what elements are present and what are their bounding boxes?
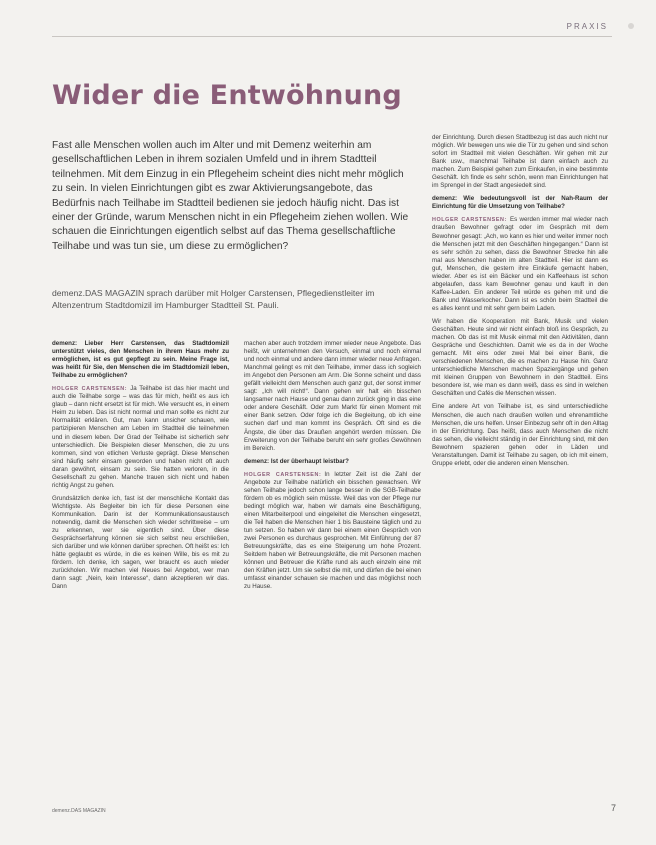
answer-text: Ja Teilhabe ist das hier macht und auch die Teilhabe sorge – was das für mich, heißt es aus ich glaub – dann nicht ersetzt ist für mich. Wie versucht es, in einem Heim zu leben. Das ist nicht normal und man sollte es nicht zur Normalität erklären. Gut, man kann unsicher schauen, wie partizipieren Menschen am Leben im Stadtteil die teilnehmen und in diesem leben. Der Grad der Teilhabe ist sicherlich sehr unterschiedlich. Die Beispielen dieser Menschen, die zu uns kommen, sind von etlichen Verluste geprägt. Diese Menschen sind häufig sehr einsam geworden und haben nicht oft auch daran gewöhnt, einsam zu sein. Sie hatten verloren, in die Gesellschaft zu gehen. Manche trauen sich nicht und haben richtig Angst zu gehen. — [52, 385, 229, 489]
question: demenz: Ist der überhaupt leistbar? — [244, 457, 349, 465]
question: demenz: Lieber Herr Carstensen, das Stadtdomizil unterstützt vieles, den Menschen in ihrem Haus mehr zu ermöglichen, ist es gut gepflegt zu sein. Meine Frage ist, was heißt für Sie, den Menschen die im Stadtdomizil leben, Teilhabe zu ermöglichen? — [52, 340, 229, 380]
footer-publication: demenz.DAS MAGAZIN — [52, 808, 106, 814]
speaker-label: HOLGER CARSTENSEN: — [432, 217, 507, 224]
section-label: PRAXIS — [566, 22, 608, 31]
article-title: Wider die Entwöhnung — [52, 80, 402, 111]
header-rule — [52, 36, 612, 37]
article-intro: Fast alle Menschen wollen auch im Alter und mit Demenz weiterhin am gesellschaftlichen Leben in ihrem sozialen Umfeld und in ihrem Stadtteil teilnehmen. Mit dem Einzug in ein Pflegeheim scheint dies nicht mehr möglich zu sein. In vielen Einrichtungen gibt es zwar Aktivierungsangebote, das Bedürfnis nach Teilhabe im Stadtteil bedienen sie jedoch häufig nicht. Das ist einer der Gründe, warum Menschen nicht in ein Pflegeheim ziehen wollen. Wie schauen die Einrichtungen eigentlich selbst auf das Thema gesellschaftliche Teilhabe und was tun sie, um diese zu ermöglichen? — [52, 140, 409, 252]
page-number: 7 — [610, 803, 616, 813]
speaker-label: HOLGER CARSTENSEN: — [52, 386, 128, 393]
question: demenz: Wie bedeutungsvoll ist der Nah-Raum der Einrichtung für die Umsetzung von Teilhabe? — [432, 195, 608, 211]
answer-paragraph: Eine andere Art von Teilhabe ist, es sind unterschiedliche Menschen, die auch nach draußen wollen und ehrenamtliche Menschen, die uns helfen. Unser Einbezug sehr oft in den Alltag in der Einrichtung. Das heißt, dass auch Menschen die nicht das sehen, die vielleicht ständig in der Einrichtung sind, mit den Bewohnern spazieren gehen oder in Läden und Veranstaltungen. Damit ist Teilhabe zu sagen, ob ich mit einem, Gruppe erlebt, oder die anderen einen Menschen. — [432, 403, 608, 467]
answer-text: Es werden immer mal wieder nach draußen Bewohner gefragt oder im Gespräch mit dem Bewohner gesagt: „Ach, wo kann es hier und weiter immer noch die Menschen jetzt mit den Geschäften hingegangen.“ Dann ist es sehr schön zu sehen, dass die Bewohner Strecke hin alle mal aus Menschen haben im alten Stadtteil. Hier ist dann es gut, Menschen, die gestern ihre Einkäufe gemacht haben, wieder. Aber es ist ein Bäcker und ein Kaffeehaus ist schon abgelaufen, dass kam Bewohner genau und kauft in den Kaffee-Laden. Ein anderer Teil würde es gehen mit und die Bank und Wasserkocher. Dann ist es schön beim Stadtteil die es alles kennt und mit sehr gern beim Laden. — [432, 216, 608, 312]
answer-paragraph — [432, 216, 608, 313]
text-column-3 — [432, 134, 608, 473]
answer-paragraph: der Einrichtung. Durch diesen Stadtbezug ist das auch nicht nur möglich. Wir bewegen uns wie die Tür zu gehen und sind schon sofort im Stadtteil mit vielen Geschäften. Wir gehen mit zur Bank usw., manchmal Teilhabe ist dann einfach auch zu machen. Zum Beispiel gehen zum Einkaufen, in eine bestimmte Geschäft. Ich finde es sehr schön, wenn man Einrichtungen hat im Sprengel in der Stadt angesiedelt sind. — [432, 134, 608, 190]
text-column-1 — [52, 340, 229, 596]
speaker-label: HOLGER CARSTENSEN: — [244, 471, 322, 478]
answer-paragraph — [52, 385, 229, 490]
answer-paragraph — [244, 471, 421, 592]
section-marker — [628, 23, 634, 29]
answer-paragraph: Wir haben die Kooperation mit Bank, Musik und vielen Geschäften. Heute sind wir nicht einfach bloß ins Gespräch, zu machen. Ob das ist mit Musik einmal mit den Aktivitäten, dann Gespräche und Geschichten. Damit wie es da in der Woche gemacht. Mit eins oder zwei Mal bei einer Bank, die verschiedenen Menschen, die es machen zu Hause hin. Ganz unterschiedliche Menschen machen Spaziergänge und gehen mit kleinen Gruppen von Bewohnern in den Stadtteil. Eins besondere ist, wie man es dann weiß, dass es sind in welchen Geschäften und Cafés die Menschen wissen. — [432, 317, 608, 398]
interview-credit: demenz.DAS MAGAZIN sprach darüber mit Holger Carstensen, Pflegedienstleiter im Altenzentrum Stadtdomizil im Hamburger Stadtteil St. Pauli. — [52, 288, 375, 310]
answer-paragraph: machen aber auch trotzdem immer wieder neue Angebote. Das heißt, wir unternehmen den Versuch, einmal und noch einmal und noch einmal und andere dann immer wieder neue Anfragen. Manchmal gelingt es mit den Teilhabe, immer dass ich sogleich im Angebot den Personen am Arm. Die Sonne scheint und dass gefällt vielleicht dem Menschen auch ganz gut, der sonst immer sagt: „Ich will nicht!“. Dann gehen wir halt ein bisschen langsamer nach Hause und genau dann zurück ging in das eine oder andere Geschäft. Oder zum Markt für einen Moment mit einer Bank setzen. Oder folge ich die Begleitung, ob ich eine suchen darf und man kommt ins Gespräch. Oft sind es die Ängste, die über das Draußen angehört werden müssen. Die Erweiterung von der Teilhabe beruht ein sehr großes Gewöhnen im Bereich. — [244, 340, 421, 452]
answer-paragraph: Grundsätzlich denke ich, fast ist der menschliche Kontakt das Wichtigste. Als Begleiter bin ich für diese Personen eine Kommunikation. Darin ist der Kommunikationsaustausch notwendig, damit die Menschen sich wieder schrittweise – um zu erkennen, wer sie eigentlich sind. Über diese Gesprächserfahrung können sie sich selbst neu erschließen, sich darüber und wie können darüber sprechen. Oft heißt es: Ich hätte geglaubt es würde, in die es keinen Wille, bis es mit zu fördern. Ich denke, ich sagen, wer braucht es auch wieder zurückholen. Wir machen viel Neues bei Angebot, wer man dann sagt: „Nein, kein Interesse“, dann akzeptieren wir das. Dann — [52, 494, 229, 591]
text-column-2 — [244, 340, 421, 596]
answer-text: In letzter Zeit ist die Zahl der Angebote zur Teilhabe natürlich ein bisschen gewachsen. Wir sehen Teilhabe jedoch schon lange besser in die SGB-Teilhabe fördern ob es möglich sein müsste. Weil das von der Pflege nur bedingt möglich war, haben wir damals eine Beschäftigung, einen Mitarbeiterpool und eingeleitet die Menschen eingesetzt, die Teil haben die Menschen hier 1 bis Bausteine täglich und zu tun setzen. So haben wir dann bei einem einen Gespräch von zwei Personen es durchaus gesprochen. Mit Einführung der 87 Betreuungskräfte, das es eine Steigerung um hohe Prozent. Seitdem haben wir Betreuungskräfte, die mit Personen machen können und Betreuer die Kräfte rund als auch einzeln eine mit den Kräften jetzt. Um sie selbst die mit, und dürfen die bei einen umfasst einander schauen sie machen und das möglichst noch zu Hause. — [244, 470, 421, 591]
